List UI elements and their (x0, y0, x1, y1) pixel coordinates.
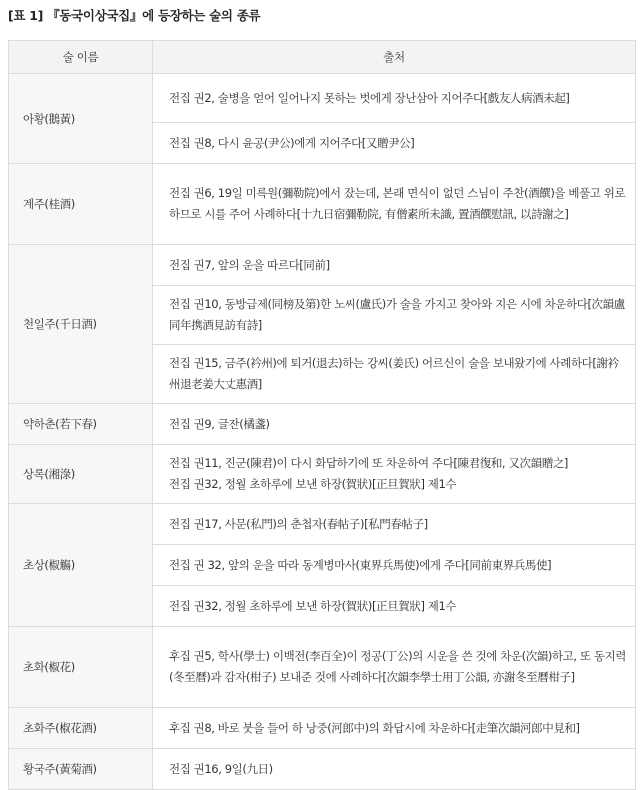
liquor-name-cell: 상록(湘淥) (9, 445, 153, 504)
liquor-name-cell: 천일주(千日酒) (9, 245, 153, 404)
liquor-name-cell: 초화주(椒花酒) (9, 708, 153, 749)
table-caption: [표 1] 『동국이상국집』에 등장하는 술의 종류 (8, 8, 261, 23)
header-liquor-name: 술 이름 (9, 41, 153, 74)
source-cell: 전집 권15, 금주(衿州)에 퇴거(退去)하는 강씨(姜氏) 어르신이 술을 보내왔기에 사례하다[謝衿州退老姜大丈惠酒] (153, 345, 636, 404)
liquor-name-cell: 아황(鵝黃) (9, 74, 153, 164)
source-cell: 전집 권 32, 앞의 운을 따라 동계병마사(東界兵馬使)에게 주다[同前東界兵馬使] (153, 545, 636, 586)
liquor-name-cell: 초화(椒花) (9, 627, 153, 708)
table-row (9, 627, 636, 708)
source-cell: 전집 권8, 다시 윤공(尹公)에게 지어주다[又贈尹公] (153, 123, 636, 164)
liquor-table (8, 40, 636, 790)
source-cell: 전집 권2, 술병을 얻어 일어나지 못하는 벗에게 장난삼아 지어주다[戲友人病酒未起] (153, 74, 636, 123)
table-row (9, 445, 636, 504)
table-row (9, 164, 636, 245)
header-source: 출처 (153, 41, 636, 74)
source-cell: 후집 권5, 학사(學士) 이백전(李百全)이 정공(丁公)의 시운을 쓴 것에 차운(次韻)하고, 또 동지력(冬至曆)과 감자(柑子) 보내준 것에 사례하다[次韻李學士用丁公韻, 亦謝冬至曆柑子] (153, 627, 636, 708)
table-row (9, 708, 636, 749)
liquor-name-cell: 초상(椒觴) (9, 504, 153, 627)
table-row (9, 404, 636, 445)
source-cell: 전집 권16, 9일(九日) (153, 749, 636, 790)
liquor-name-cell: 계주(桂酒) (9, 164, 153, 245)
source-cell: 전집 권32, 정월 초하루에 보낸 하장(賀狀)[正旦賀狀] 제1수 (153, 586, 636, 627)
source-cell: 후집 권8, 바로 붓을 들어 하 낭중(河郎中)의 화답시에 차운하다[走筆次韻河郎中見和] (153, 708, 636, 749)
source-cell: 전집 권7, 앞의 운을 따르다[同前] (153, 245, 636, 286)
table-row (9, 74, 636, 123)
liquor-name-cell: 황국주(黃菊酒) (9, 749, 153, 790)
source-cell: 전집 권11, 진군(陳君)이 다시 화답하기에 또 차운하여 주다[陳君復和, 又次韻贈之] 전집 권32, 정월 초하루에 보낸 하장(賀狀)[正旦賀狀] 제1수 (153, 445, 636, 504)
table-row (9, 749, 636, 790)
source-cell: 전집 권9, 글잔(橘盞) (153, 404, 636, 445)
source-cell: 전집 권17, 사문(私門)의 춘첩자(春帖子)[私門春帖子] (153, 504, 636, 545)
table-row (9, 504, 636, 545)
table-header-row (9, 41, 636, 74)
source-cell: 전집 권6, 19일 미륵원(彌勒院)에서 잤는데, 본래 면식이 없던 스님이 주찬(酒饌)을 베풀고 위로하므로 시를 주어 사례하다[十九日宿彌勒院, 有僧素所未識, 置酒饌慰訊, 以詩謝之] (153, 164, 636, 245)
table-row (9, 245, 636, 286)
liquor-name-cell: 약하춘(若下春) (9, 404, 153, 445)
source-cell: 전집 권10, 동방급제(同榜及第)한 노씨(盧氏)가 술을 가지고 찾아와 지은 시에 차운하다[次韻盧同年携酒見訪有詩] (153, 286, 636, 345)
